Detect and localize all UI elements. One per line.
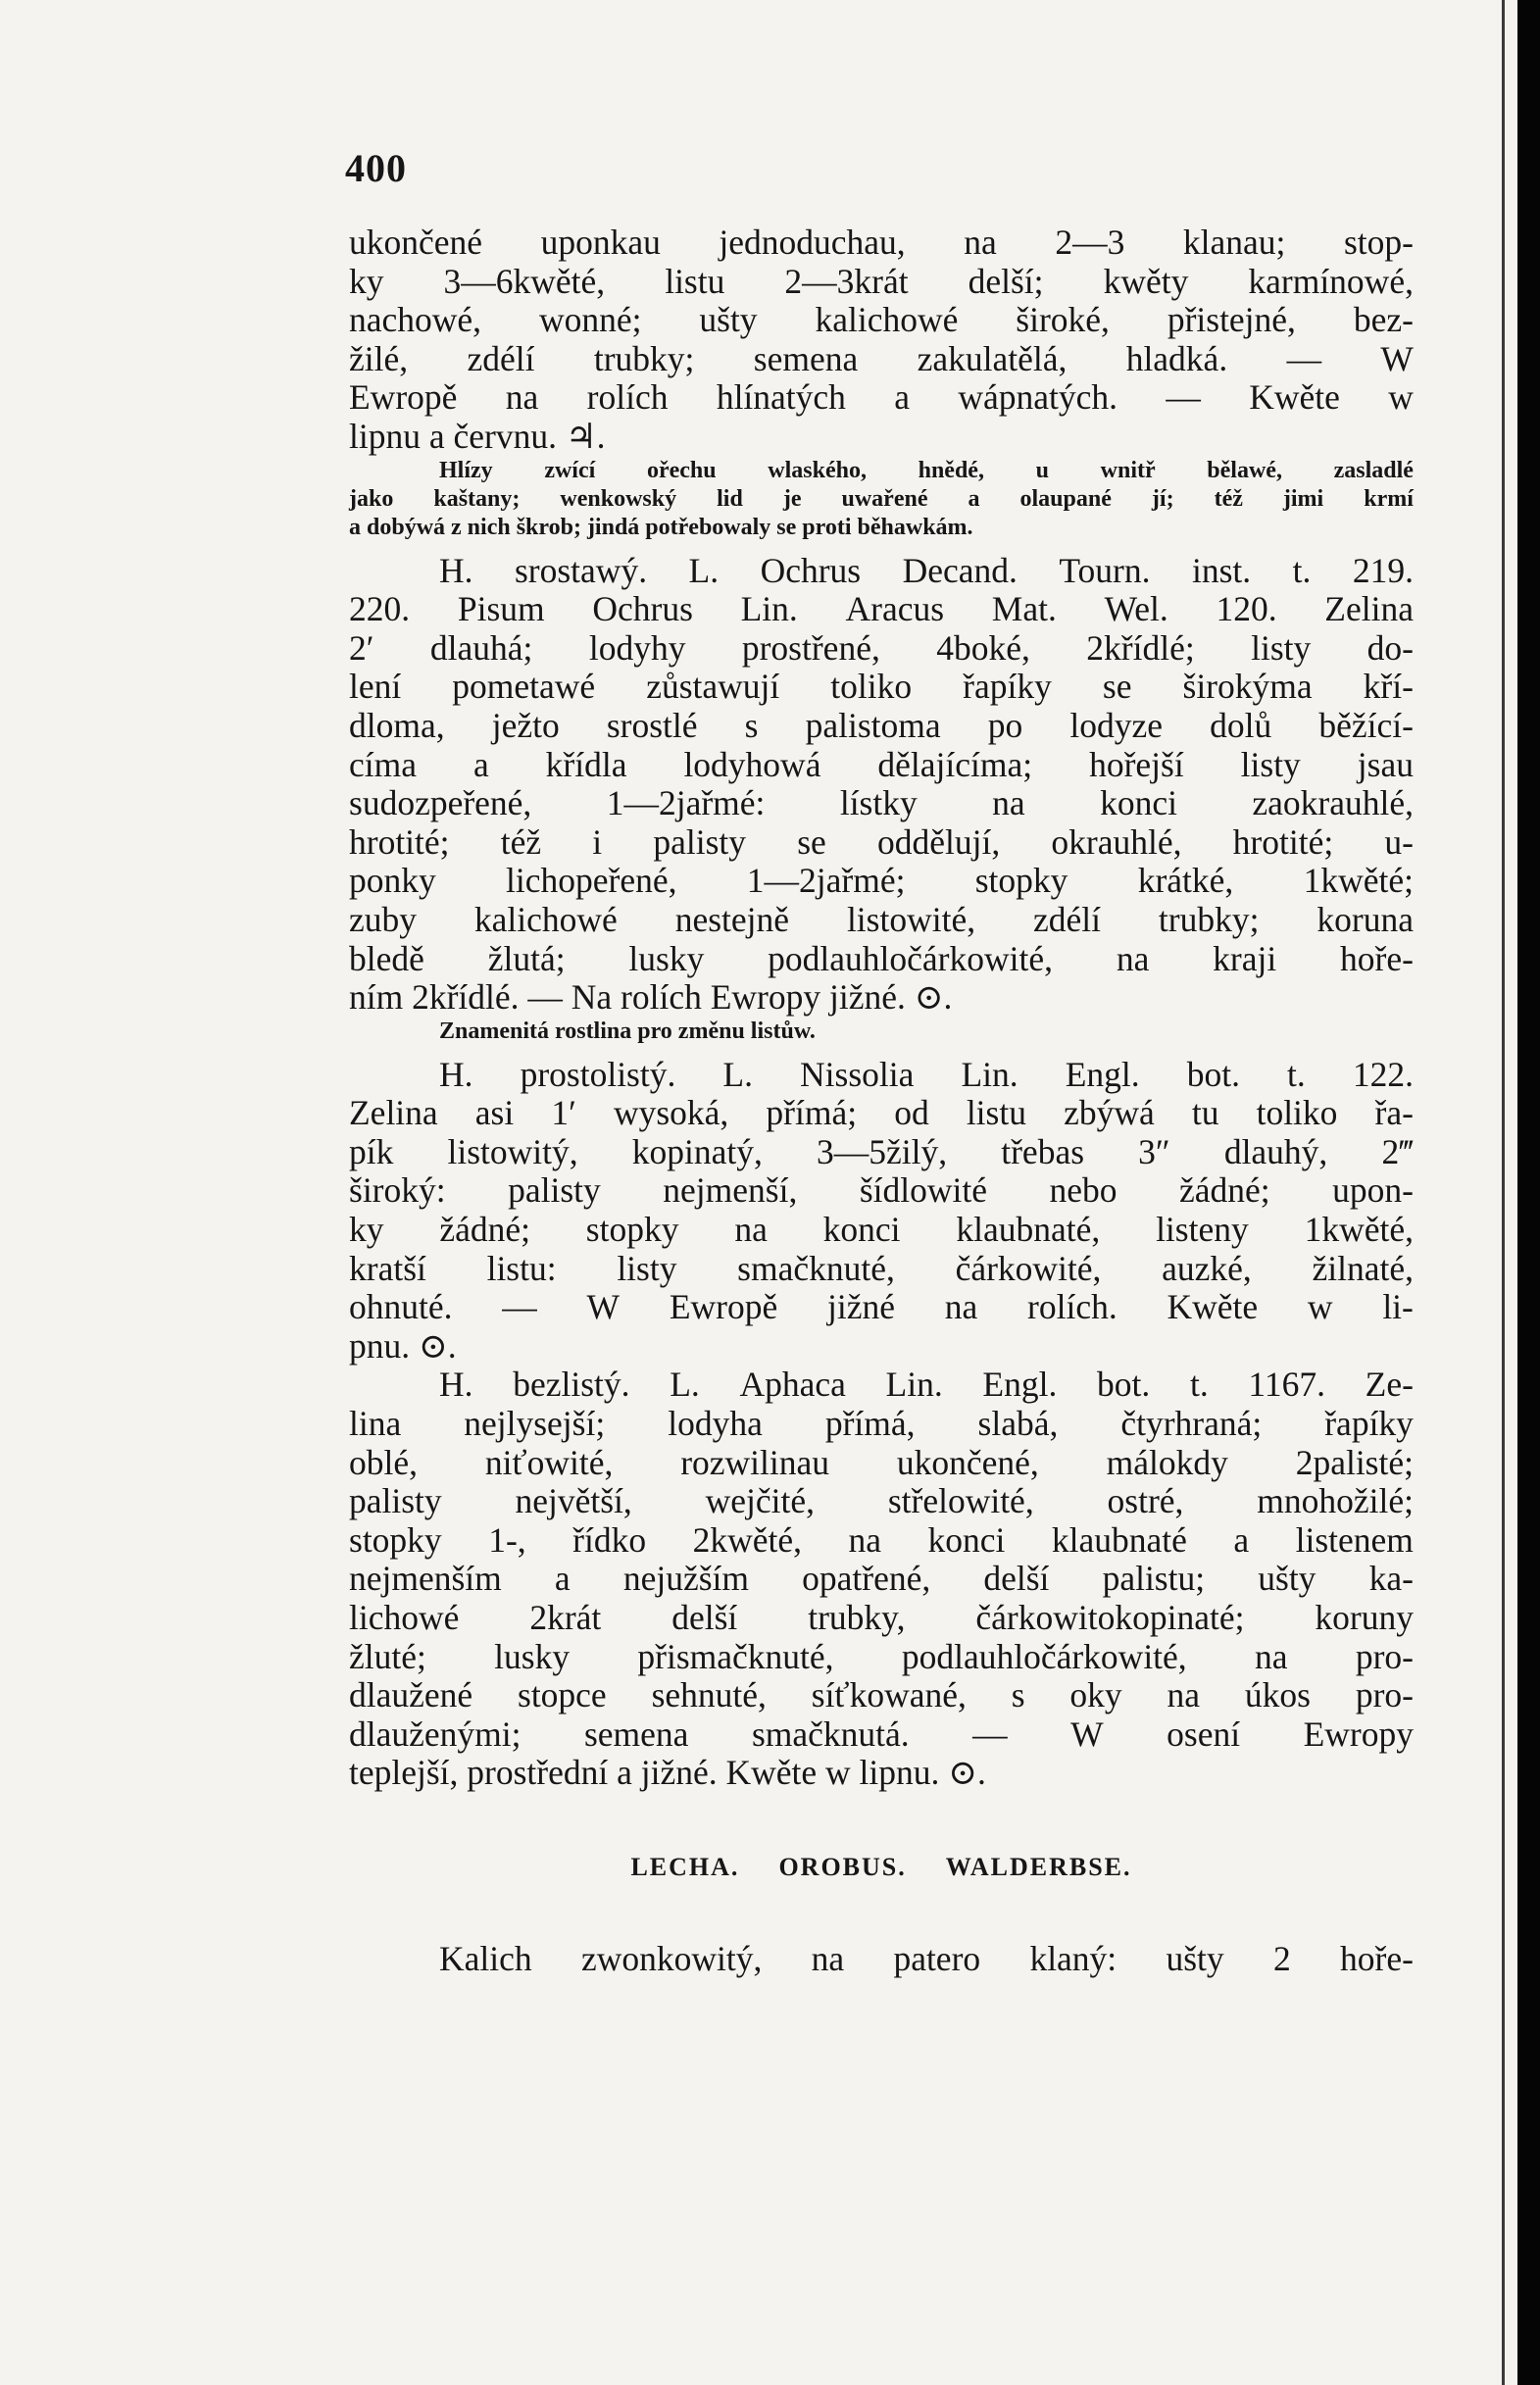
scan-border bbox=[1517, 0, 1540, 2385]
text-line: nejmenším a nejužším opatřené, delší palistu; ušty ka- bbox=[349, 1559, 1414, 1599]
text-line: 2′ dlauhá; lodyhy prostřené, 4boké, 2křídlé; listy do- bbox=[349, 627, 1414, 668]
text-line: H. srostawý. L. Ochrus Decand. Tourn. inst. t. 219. bbox=[439, 550, 1414, 590]
text-line: oblé, niťowité, rozwilinau ukončené, málokdy 2palisté; bbox=[349, 1442, 1414, 1482]
text-line: široký: palisty nejmenší, šídlowité nebo žádné; upon- bbox=[349, 1170, 1414, 1211]
text-line: lení pometawé zůstawují toliko řapíky se širokýma kří- bbox=[349, 667, 1414, 707]
note-line: Znamenitá rostlina pro změnu listůw. bbox=[439, 1018, 816, 1044]
text-line: nachowé, wonné; ušty kalichowé široké, přistejné, bez- bbox=[349, 300, 1414, 340]
paragraph-continued bbox=[349, 224, 1414, 457]
genus-description bbox=[349, 1940, 1414, 1979]
text-line: ky žádné; stopky na konci klaubnaté, listeny 1kwěté, bbox=[349, 1210, 1414, 1250]
text-line: pík listowitý, kopinatý, 3—5žilý, třebas 3″ dlauhý, 2‴ bbox=[349, 1131, 1414, 1171]
note-line: jako kaštany; wenkowský lid je uwařené a olaupané jí; též jimi krmí bbox=[349, 485, 1414, 512]
page-number: 400 bbox=[345, 146, 407, 190]
heading-term: OROBUS. bbox=[778, 1852, 907, 1881]
note-line: Hlízy zwící ořechu wlaského, hnědé, u wnitř bělawé, zasladlé bbox=[439, 457, 1414, 483]
text-line: lina nejlysejší; lodyha přímá, slabá, čtyrhraná; řapíky bbox=[349, 1404, 1414, 1444]
text-line: dlaužené stopce sehnuté, síťkowané, s oky na úkos pro- bbox=[349, 1675, 1414, 1715]
text-line: žluté; lusky přismačknuté, podlauhločárkowité, na pro- bbox=[349, 1636, 1414, 1676]
note-line: a dobýwá z nich škrob; jindá potřebowaly se proti běhawkám. bbox=[349, 514, 973, 540]
text-line: Kalich zwonkowitý, na patero klaný: ušty 2 hoře- bbox=[439, 1938, 1414, 1978]
text-line: hrotité; též i palisty se oddělují, okrauhlé, hrotité; u- bbox=[349, 821, 1414, 862]
footnote-tubers bbox=[349, 457, 1414, 542]
footnote-leaves bbox=[349, 1018, 1414, 1046]
text-line: 220. Pisum Ochrus Lin. Aracus Mat. Wel. 120. Zelina bbox=[349, 589, 1414, 629]
text-line: ukončené uponkau jednoduchau, na 2—3 klanau; stop- bbox=[349, 223, 1414, 262]
text-line: bledě žlutá; lusky podlauhločárkowité, na kraji hoře- bbox=[349, 938, 1414, 978]
text-line: pnu. ⊙. bbox=[349, 1325, 457, 1366]
text-line: teplejší, prostřední a jižné. Kwěte w lipnu. ⊙. bbox=[349, 1753, 986, 1793]
text-line: žilé, zdélí trubky; semena zakulatělá, hladká. — W bbox=[349, 338, 1414, 378]
text-line: ním 2křídlé. — Na rolích Ewropy jižné. ⊙. bbox=[349, 977, 953, 1018]
genus-heading bbox=[349, 1848, 1414, 1887]
text-line: címa a křídla lodyhowá dělajícíma; hořejší listy jsau bbox=[349, 744, 1414, 784]
text-line: lipnu a červnu. ♃. bbox=[349, 416, 606, 456]
text-line: H. prostolistý. L. Nissolia Lin. Engl. bot. t. 122. bbox=[439, 1054, 1414, 1094]
entry-srostawy bbox=[349, 552, 1414, 1018]
heading-term: LECHA. bbox=[630, 1852, 740, 1881]
text-line: ponky lichopeřené, 1—2jařmé; stopky krátké, 1kwěté; bbox=[349, 861, 1414, 901]
text-line: dlauženými; semena smačknutá. — W osení Ewropy bbox=[349, 1714, 1414, 1754]
text-line: H. bezlistý. L. Aphaca Lin. Engl. bot. t. 1167. Ze- bbox=[439, 1365, 1414, 1405]
text-line: Zelina asi 1′ wysoká, přímá; od listu zbýwá tu toliko řa- bbox=[349, 1093, 1414, 1133]
text-line: ky 3—6kwěté, listu 2—3krát delší; kwěty karmínowé, bbox=[349, 261, 1414, 301]
text-line: palisty největší, wejčité, střelowité, ostré, mnohožilé; bbox=[349, 1481, 1414, 1521]
text-line: Ewropě na rolích hlínatých a wápnatých. — Kwěte w bbox=[349, 377, 1414, 418]
text-line: lichowé 2krát delší trubky, čárkowitokopinaté; koruny bbox=[349, 1598, 1414, 1637]
text-line: sudozpeřené, 1—2jařmé: lístky na konci zaokrauhlé, bbox=[349, 783, 1414, 823]
text-line: kratší listu: listy smačknuté, čárkowité, auzké, žilnaté, bbox=[349, 1248, 1414, 1288]
entry-prostolisty bbox=[349, 1056, 1414, 1366]
entry-bezlisty bbox=[349, 1366, 1414, 1793]
text-line: dloma, ježto srostlé s palistoma po lodyze dolů běžící- bbox=[349, 705, 1414, 745]
body-text bbox=[349, 224, 1414, 1978]
text-line: stopky 1-, řídko 2kwěté, na konci klaubnaté a listenem bbox=[349, 1519, 1414, 1560]
text-line: ohnuté. — W Ewropě jižné na rolích. Kwěte w li- bbox=[349, 1287, 1414, 1327]
heading-term: WALDERBSE. bbox=[945, 1852, 1132, 1881]
page-edge-line bbox=[1502, 0, 1505, 2385]
text-line: zuby kalichowé nestejně listowité, zdélí trubky; koruna bbox=[349, 899, 1414, 939]
